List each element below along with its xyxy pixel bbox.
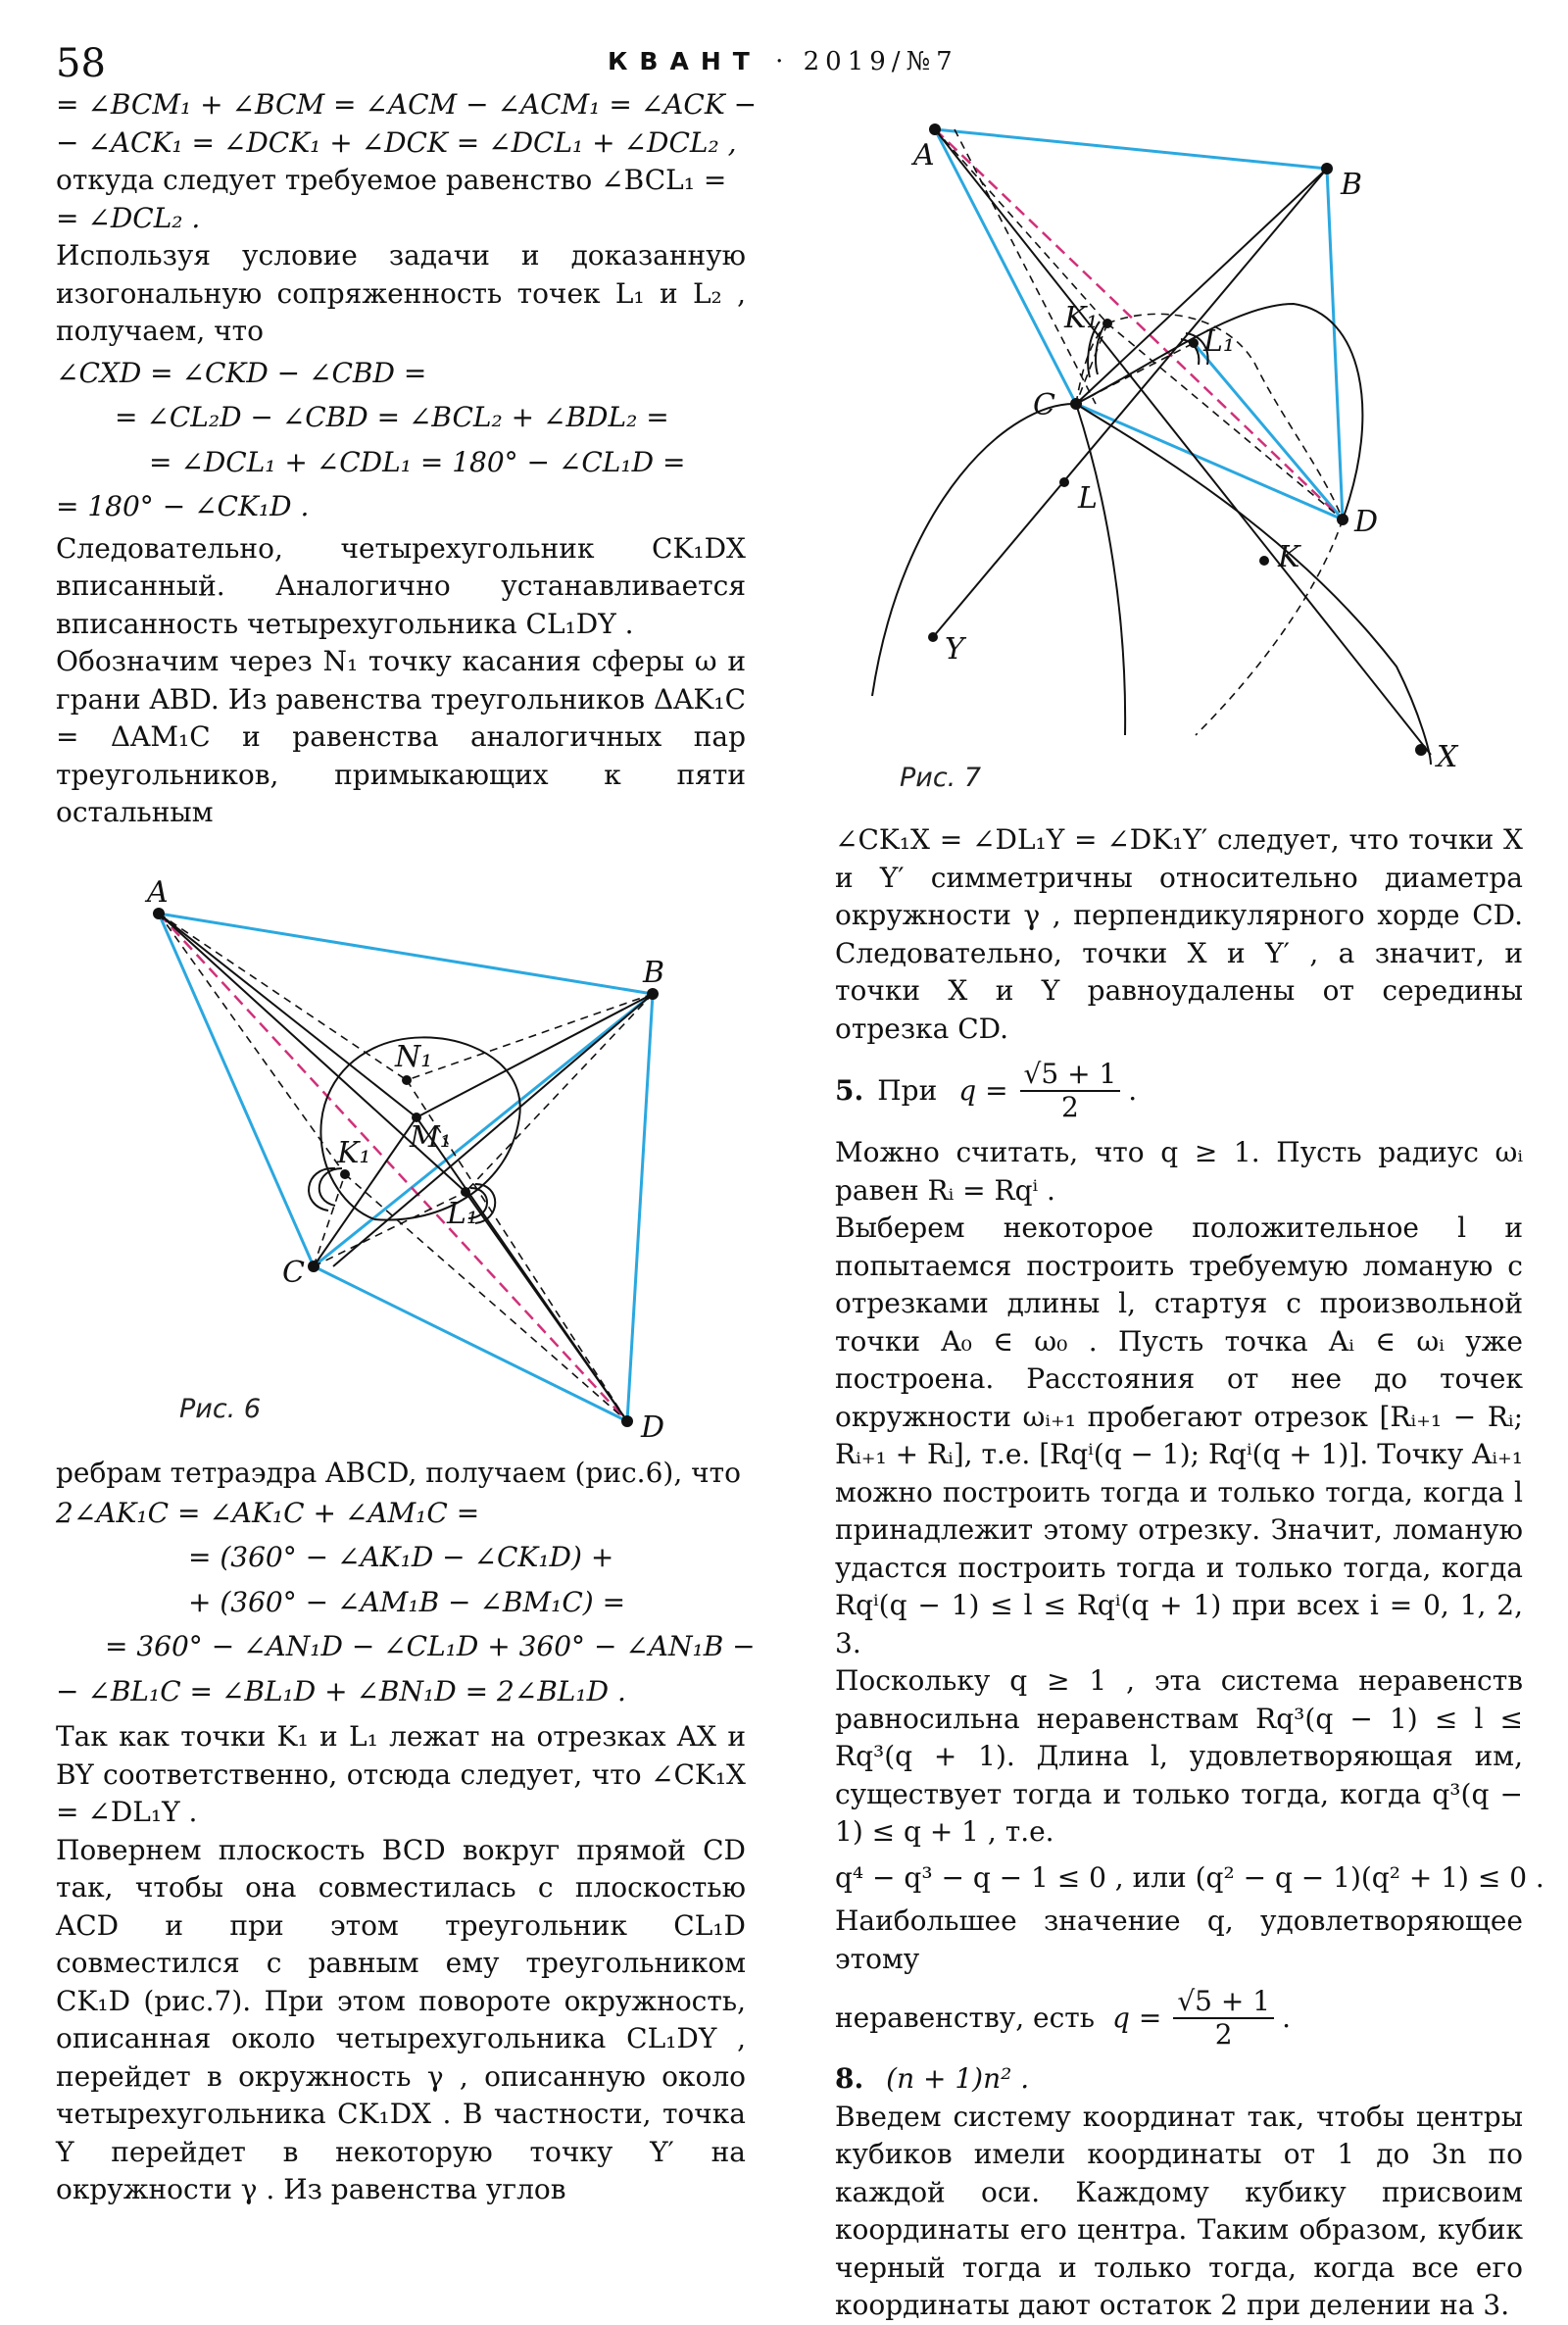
label-K: K: [1278, 540, 1300, 574]
answer-q: q =: [1112, 2001, 1162, 2034]
journal-name: КВАНТ: [608, 47, 761, 75]
label-B: B: [643, 956, 665, 990]
journal-title: [608, 47, 958, 76]
figure-6: [118, 872, 706, 1445]
answer-dot: .: [1282, 2001, 1291, 2034]
paragraph: Повернем плоскость BCD вокруг прямой CD так, чтобы она совместилась с плоскостью ACD и при этом треугольник CL₁D совместился с равным ему треугольником CK₁D (рис.7). При этом повороте окружность, описанная около четырехугольника CL₁DY , перейдет в окружность γ , описанную около четырехугольника CK₁DX . В частности, точка Y перейдет в некоторую точку Y′ на окружности γ . Из равенства углов: [56, 1833, 746, 2205]
answer-number: 5.: [835, 1073, 864, 1107]
label-C: C: [1033, 388, 1055, 422]
paragraph: Используя условие задачи и доказанную изогональную сопряженность точек L₁ и L₂ , получаем, что: [56, 239, 746, 347]
edge-BD: [627, 994, 653, 1421]
answer-text: (n + 1)n² .: [886, 2062, 1030, 2095]
figure-7-caption: Рис. 7: [900, 763, 982, 793]
edge-AB: [935, 129, 1327, 169]
label-B: B: [1341, 168, 1363, 202]
label-Y: Y: [945, 632, 964, 667]
answer-8: [835, 2060, 1523, 2099]
answer-dot: .: [1128, 1073, 1138, 1107]
fraction-denominator: 2: [1214, 2018, 1233, 2051]
equation-line: q⁴ − q³ − q − 1 ≤ 0 , или (q² − q − 1)(q² + 1) ≤ 0 .: [835, 1860, 1544, 1894]
fraction-numerator: √5 + 1: [1020, 1059, 1121, 1092]
fraction-denominator: 2: [1061, 1091, 1079, 1123]
page-number: 58: [56, 41, 106, 86]
answer-inequality-line: [835, 1978, 1523, 2058]
label-N1: N₁: [395, 1040, 433, 1074]
paragraph: Поскольку q ≥ 1 , эта система неравенств равносильна неравенствам Rq³(q − 1) ≤ l ≤ Rq³(q + 1). Длина l, удовлетворяющая им, существует тогда и только тогда, когда q³(q − 1) ≤ q + 1 , т.е.: [835, 1664, 1523, 1848]
left-column-bottom: [56, 1455, 756, 2209]
paragraph: Следовательно, четырехугольник CK₁DX вписанный. Аналогично устанавливается вписанность четырехугольника CL₁DY .: [56, 531, 746, 640]
label-A: A: [913, 138, 935, 173]
equation-line: = ∠CL₂D − ∠CBD = ∠BCL₂ + ∠BDL₂ =: [115, 401, 669, 433]
paragraph: ∠CK₁X = ∠DL₁Y = ∠DK₁Y′ следует, что точки X и Y′ симметричны относительно диаметра окружности γ , перпендикулярного хорде CD. Следовательно, точки X и Y′ , а значит, и точки X и Y равноудалены от середины отрезка CD.: [835, 823, 1523, 1045]
answer-q: q =: [958, 1073, 1008, 1107]
text-line: Наибольшее значение q, удовлетворяющее этому: [835, 1905, 1523, 1975]
equation-line: = ∠DCL₁ + ∠CDL₁ = 180° − ∠CL₁D =: [149, 445, 686, 478]
label-K1: K₁: [1064, 301, 1099, 335]
label-D: D: [1354, 505, 1379, 539]
left-column-top: [56, 86, 758, 832]
answer-5: [835, 1054, 1523, 1128]
figure-6-caption: Рис. 6: [179, 1394, 262, 1424]
edge-AD-dashed: [159, 914, 627, 1421]
paragraph: Введем систему координат так, чтобы центры кубиков имели координаты от 1 до 3n по каждой оси. Каждому кубику присвоим координаты его центра. Таким образом, кубик черный тогда и только тогда, когда все его координаты дают остаток 2 при делении на 3.: [835, 2100, 1523, 2321]
edge-AC: [159, 914, 314, 1266]
equation-line: = 180° − ∠CK₁D .: [56, 490, 310, 522]
fraction: [1173, 1986, 1274, 2051]
paragraph: Можно считать, что q ≥ 1. Пусть радиус ωᵢ равен Rᵢ = Rqⁱ .: [835, 1136, 1523, 1207]
figure-7: [862, 108, 1458, 794]
label-X: X: [1437, 740, 1458, 774]
edge-AD-dashed: [935, 129, 1343, 519]
edge-CD: [314, 1266, 627, 1421]
label-L1: L₁: [1203, 324, 1235, 359]
answer-number: 8.: [835, 2062, 864, 2095]
equation-line: = ∠BCM₁ + ∠BCM = ∠ACM − ∠ACM₁ = ∠ACK −: [56, 88, 758, 121]
journal-issue: · 2019/№7: [775, 47, 958, 76]
paragraph: Выберем некоторое положительное l и попытаемся построить требуемую ломаную с отрезками длины l, стартуя с произвольной точки A₀ ∈ ω₀ . Пусть точка Aᵢ ∈ ωᵢ уже построена. Расстояния от нее до точек окружности ωᵢ₊₁ пробегают отрезок [Rᵢ₊₁ − Rᵢ; Rᵢ₊₁ + Rᵢ], т.е. [Rqⁱ(q − 1); Rqⁱ(q + 1)]. Точку Aᵢ₊₁ можно построить тогда и только тогда, когда l принадлежит этому отрезку. Значит, ломаную удастся построить тогда и только тогда, когда Rqⁱ(q − 1) ≤ l ≤ Rqⁱ(q + 1) при всех i = 0, 1, 2, 3.: [835, 1212, 1523, 1659]
paragraph: ребрам тетраэдра ABCD, получаем (рис.6), что: [56, 1457, 741, 1489]
label-K1: K₁: [337, 1136, 371, 1170]
page-header: [0, 39, 1568, 88]
edge-AC: [935, 129, 1076, 404]
equation-line: = (360° − ∠AK₁D − ∠CK₁D) +: [188, 1541, 614, 1573]
equation-line: − ∠ACK₁ = ∠DCK₁ + ∠DCK = ∠DCL₁ + ∠DCL₂ ,: [56, 125, 737, 159]
equation-line: 2∠AK₁C = ∠AK₁C + ∠AM₁C =: [56, 1496, 480, 1529]
paragraph: Так как точки K₁ и L₁ лежат на отрезках AX и BY соответственно, отсюда следует, что ∠CK₁X = ∠DL₁Y .: [56, 1720, 746, 1828]
equation-line: = 360° − ∠AN₁D − ∠CL₁D + 360° − ∠AN₁B −: [105, 1630, 756, 1662]
edge-CD: [1076, 404, 1343, 519]
edge-BC: [314, 994, 653, 1266]
equation-line: = ∠DCL₂ .: [56, 201, 201, 234]
label-L1: L₁: [447, 1197, 478, 1231]
equation-line: ∠CXD = ∠CKD − ∠CBD =: [56, 356, 427, 389]
text-fragment: неравенству, есть: [835, 2001, 1096, 2034]
answer-text: При: [877, 1073, 938, 1107]
right-column: [835, 821, 1544, 2325]
equation-line: + (360° − ∠AM₁B − ∠BM₁C) =: [188, 1585, 626, 1618]
fraction: [1020, 1059, 1121, 1123]
edge-BD: [1327, 169, 1343, 519]
label-C: C: [282, 1256, 305, 1290]
equation-line: − ∠BL₁C = ∠BL₁D + ∠BN₁D = 2∠BL₁D .: [56, 1674, 626, 1707]
label-L: L: [1078, 481, 1098, 516]
text-line: откуда следует требуемое равенство ∠BCL₁ =: [56, 164, 727, 196]
paragraph: Обозначим через N₁ точку касания сферы ω и грани ABD. Из равенства треугольников ΔAK₁C = ΔAM₁C и равенства аналогичных пар треугольников, примыкающих к пяти остальным: [56, 645, 746, 828]
label-D: D: [641, 1410, 665, 1445]
label-A: A: [147, 875, 169, 910]
fraction-numerator: √5 + 1: [1173, 1986, 1274, 2019]
label-M1: M₁: [410, 1120, 452, 1155]
